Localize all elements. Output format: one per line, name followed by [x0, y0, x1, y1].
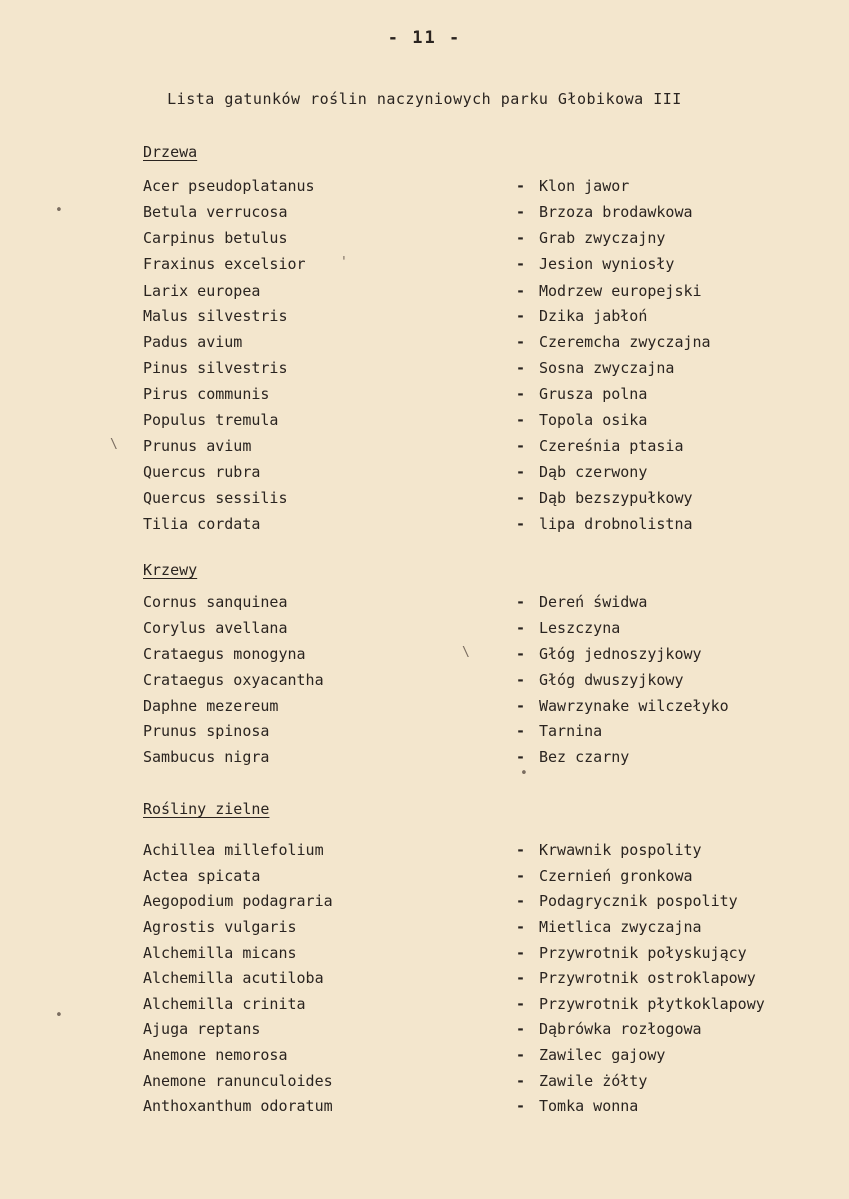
- latin-name: Quercus rubra: [143, 463, 261, 481]
- list-item: [0, 697, 849, 719]
- latin-name: Pirus communis: [143, 385, 270, 403]
- latin-name: Carpinus betulus: [143, 229, 288, 247]
- latin-name: Populus tremula: [143, 411, 279, 429]
- polish-name: Czeremcha zwyczajna: [539, 333, 711, 351]
- speck-mark: •: [520, 766, 528, 781]
- polish-name: Podagrycznik pospolity: [539, 892, 738, 910]
- speck-mark: •: [55, 203, 63, 218]
- polish-name: Grab zwyczajny: [539, 229, 666, 247]
- latin-name: Pinus silvestris: [143, 359, 288, 377]
- latin-name: Quercus sessilis: [143, 489, 288, 507]
- latin-name: Daphne mezereum: [143, 697, 279, 715]
- latin-name: Larix europea: [143, 282, 261, 300]
- separator-dash: -: [516, 671, 526, 689]
- list-item: [0, 359, 849, 381]
- polish-name: Brzoza brodawkowa: [539, 203, 693, 221]
- latin-name: Prunus avium: [143, 437, 252, 455]
- latin-name: Fraxinus excelsior: [143, 255, 306, 273]
- separator-dash: -: [516, 918, 526, 936]
- list-item: [0, 1072, 849, 1094]
- list-item: [0, 515, 849, 537]
- latin-name: Agrostis vulgaris: [143, 918, 297, 936]
- separator-dash: -: [516, 697, 526, 715]
- polish-name: Leszczyna: [539, 619, 621, 637]
- page-number: - 11 -: [387, 28, 462, 48]
- latin-name: Malus silvestris: [143, 307, 288, 325]
- latin-name: Anthoxanthum odoratum: [143, 1097, 333, 1115]
- polish-name: Dąb czerwony: [539, 463, 648, 481]
- polish-name: Dąb bezszypułkowy: [539, 489, 693, 507]
- separator-dash: -: [516, 437, 526, 455]
- separator-dash: -: [516, 969, 526, 987]
- polish-name: Wawrzynake wilczełyko: [539, 697, 729, 715]
- polish-name: Jesion wyniosły: [539, 255, 675, 273]
- separator-dash: -: [516, 177, 526, 195]
- latin-name: Corylus avellana: [143, 619, 288, 637]
- list-item: [0, 995, 849, 1017]
- latin-name: Crataegus monogyna: [143, 645, 306, 663]
- separator-dash: -: [516, 463, 526, 481]
- separator-dash: -: [516, 333, 526, 351]
- latin-name: Acer pseudoplatanus: [143, 177, 315, 195]
- separator-dash: -: [516, 282, 526, 300]
- polish-name: Bez czarny: [539, 748, 630, 766]
- polish-name: Przywrotnik połyskujący: [539, 944, 747, 962]
- polish-name: Tomka wonna: [539, 1097, 639, 1115]
- list-item: [0, 841, 849, 863]
- list-item: [0, 918, 849, 940]
- list-item: [0, 969, 849, 991]
- list-item: [0, 203, 849, 225]
- separator-dash: -: [516, 593, 526, 611]
- separator-dash: -: [516, 619, 526, 637]
- separator-dash: -: [516, 489, 526, 507]
- polish-name: Modrzew europejski: [539, 282, 702, 300]
- list-item: [0, 437, 849, 459]
- list-item: [0, 411, 849, 433]
- polish-name: Topola osika: [539, 411, 648, 429]
- separator-dash: -: [516, 841, 526, 859]
- list-item: [0, 722, 849, 744]
- list-item: [0, 867, 849, 889]
- latin-name: Alchemilla micans: [143, 944, 297, 962]
- list-item: [0, 177, 849, 199]
- section-heading-rosliny-zielne: Rośliny zielne: [143, 800, 270, 818]
- list-item: [0, 229, 849, 251]
- polish-name: Przywrotnik płytkoklapowy: [539, 995, 765, 1013]
- list-item: [0, 1020, 849, 1042]
- separator-dash: -: [516, 944, 526, 962]
- polish-name: Klon jawor: [539, 177, 630, 195]
- latin-name: Anemone nemorosa: [143, 1046, 288, 1064]
- polish-name: Głóg jednoszyjkowy: [539, 645, 702, 663]
- pencil-tick-mark: \: [462, 645, 470, 660]
- polish-name: Dąbrówka rozłogowa: [539, 1020, 702, 1038]
- polish-name: Zawilec gajowy: [539, 1046, 666, 1064]
- separator-dash: -: [516, 1046, 526, 1064]
- separator-dash: -: [516, 1020, 526, 1038]
- polish-name: Krwawnik pospolity: [539, 841, 702, 859]
- separator-dash: -: [516, 203, 526, 221]
- separator-dash: -: [516, 1072, 526, 1090]
- latin-name: Tilia cordata: [143, 515, 261, 533]
- separator-dash: -: [516, 867, 526, 885]
- section-heading-drzewa: Drzewa: [143, 143, 198, 161]
- polish-name: Sosna zwyczajna: [539, 359, 675, 377]
- separator-dash: -: [516, 892, 526, 910]
- latin-name: Sambucus nigra: [143, 748, 270, 766]
- polish-name: Grusza polna: [539, 385, 648, 403]
- list-item: [0, 1097, 849, 1119]
- list-item: [0, 463, 849, 485]
- list-item: [0, 489, 849, 511]
- polish-name: Dzika jabłoń: [539, 307, 648, 325]
- list-item: [0, 892, 849, 914]
- pencil-tick-mark: ': [340, 255, 348, 270]
- list-item: [0, 307, 849, 329]
- polish-name: Czernień gronkowa: [539, 867, 693, 885]
- polish-name: Tarnina: [539, 722, 603, 740]
- separator-dash: -: [516, 1097, 526, 1115]
- list-item: [0, 944, 849, 966]
- list-item: [0, 619, 849, 641]
- latin-name: Betula verrucosa: [143, 203, 288, 221]
- list-item: [0, 385, 849, 407]
- separator-dash: -: [516, 307, 526, 325]
- separator-dash: -: [516, 995, 526, 1013]
- list-item: [0, 333, 849, 355]
- separator-dash: -: [516, 722, 526, 740]
- speck-mark: •: [55, 1008, 63, 1023]
- polish-name: lipa drobnolistna: [539, 515, 693, 533]
- latin-name: Anemone ranunculoides: [143, 1072, 333, 1090]
- latin-name: Aegopodium podagraria: [143, 892, 333, 910]
- latin-name: Cornus sanquinea: [143, 593, 288, 611]
- latin-name: Crataegus oxyacantha: [143, 671, 324, 689]
- page-title: Lista gatunków roślin naczyniowych parku Głobikowa III: [167, 90, 682, 108]
- list-item: [0, 255, 849, 277]
- separator-dash: -: [516, 359, 526, 377]
- list-item: [0, 1046, 849, 1068]
- separator-dash: -: [516, 229, 526, 247]
- polish-name: Zawile żółty: [539, 1072, 648, 1090]
- separator-dash: -: [516, 515, 526, 533]
- latin-name: Prunus spinosa: [143, 722, 270, 740]
- pencil-tick-mark: \: [110, 437, 118, 452]
- list-item: [0, 671, 849, 693]
- latin-name: Achillea millefolium: [143, 841, 324, 859]
- latin-name: Alchemilla crinita: [143, 995, 306, 1013]
- separator-dash: -: [516, 411, 526, 429]
- latin-name: Padus avium: [143, 333, 243, 351]
- separator-dash: -: [516, 645, 526, 663]
- polish-name: Czereśnia ptasia: [539, 437, 684, 455]
- separator-dash: -: [516, 255, 526, 273]
- separator-dash: -: [516, 748, 526, 766]
- list-item: [0, 282, 849, 304]
- polish-name: Głóg dwuszyjkowy: [539, 671, 684, 689]
- polish-name: Przywrotnik ostroklapowy: [539, 969, 756, 987]
- section-heading-krzewy: Krzewy: [143, 561, 198, 579]
- latin-name: Actea spicata: [143, 867, 261, 885]
- polish-name: Dereń świdwa: [539, 593, 648, 611]
- list-item: [0, 748, 849, 770]
- list-item: [0, 645, 849, 667]
- latin-name: Ajuga reptans: [143, 1020, 261, 1038]
- polish-name: Mietlica zwyczajna: [539, 918, 702, 936]
- list-item: [0, 593, 849, 615]
- latin-name: Alchemilla acutiloba: [143, 969, 324, 987]
- separator-dash: -: [516, 385, 526, 403]
